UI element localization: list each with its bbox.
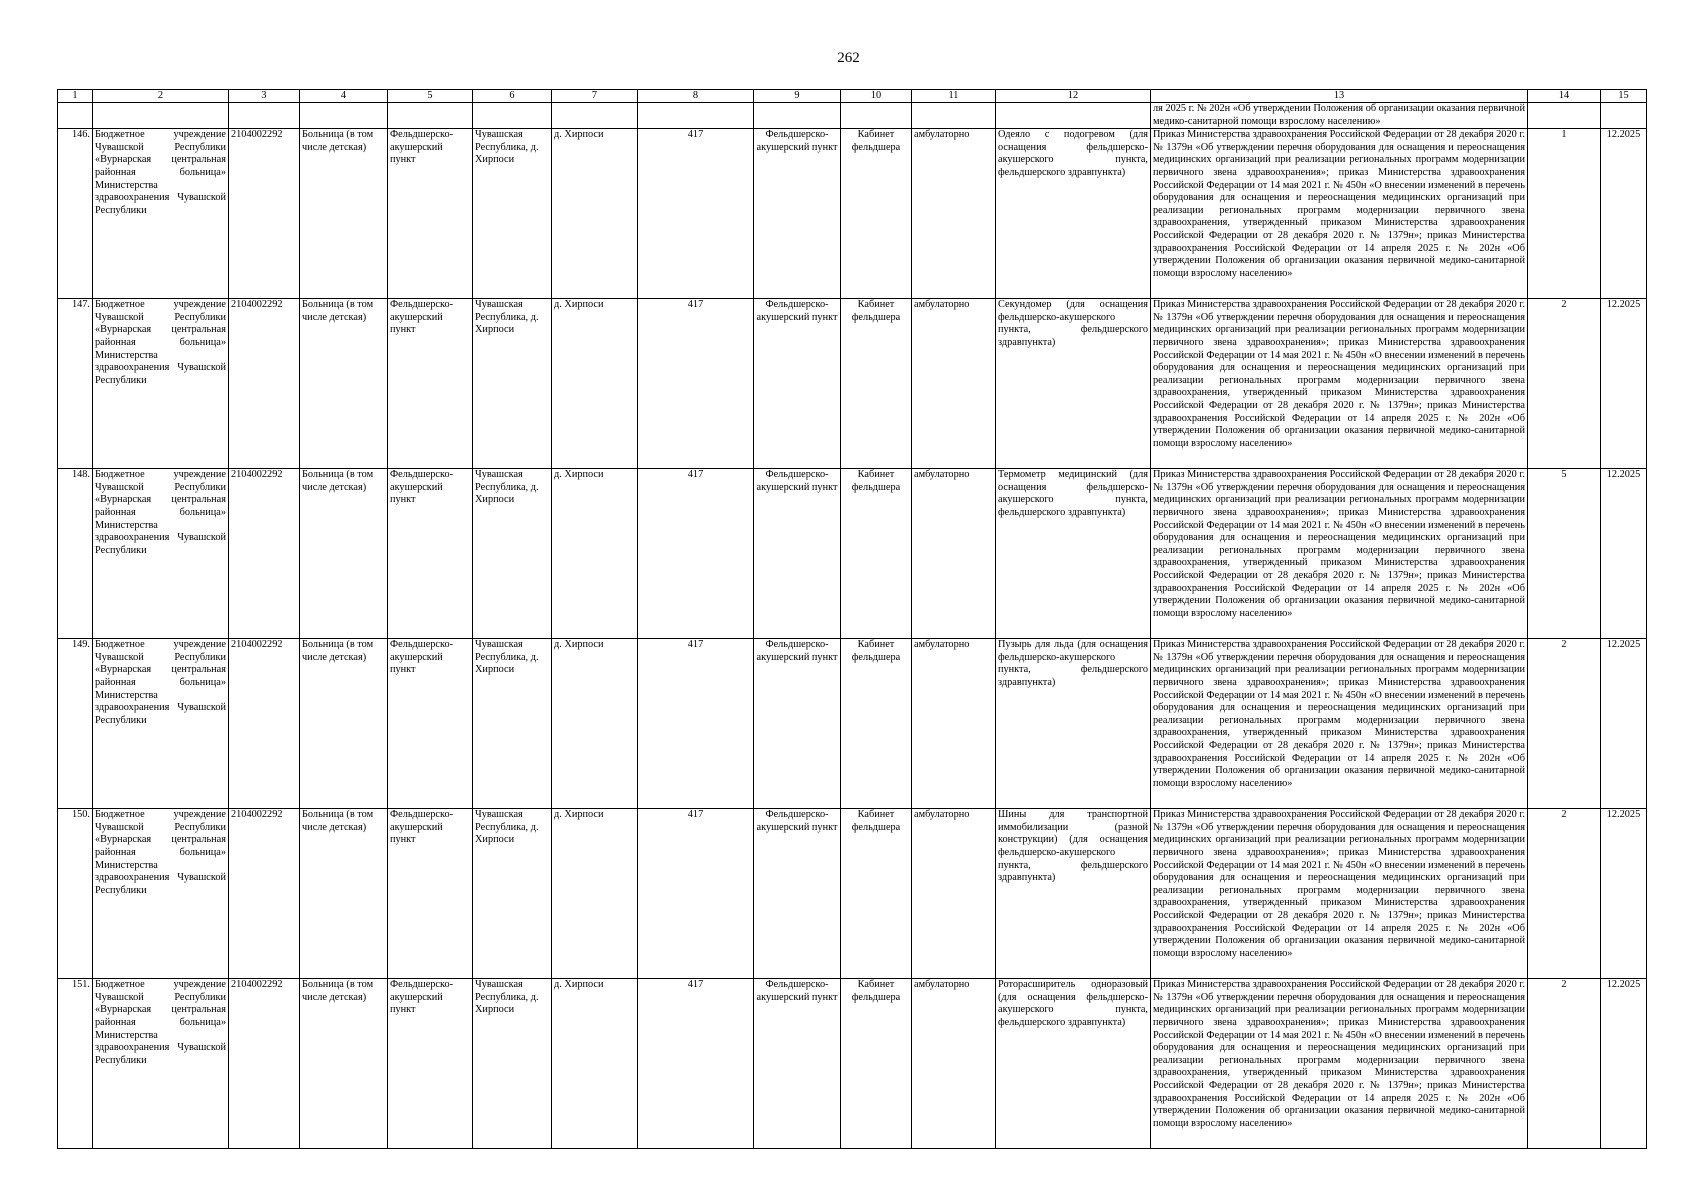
locality-cell: д. Хирпоси [552, 299, 638, 469]
room-cell: Кабинет фельдшера [841, 299, 912, 469]
column-number: 12 [996, 90, 1151, 103]
address-cell: Чувашская Республика, д. Хирпоси [473, 469, 552, 639]
code-cell: 417 [638, 809, 754, 979]
inn-cell: 2104002292 [229, 639, 300, 809]
basis-cell: Приказ Министерства здравоохранения Российской Федерации от 28 декабря 2020 г. № 1379н «Об утверждении перечня оборудования для оснащения и переоснащения медицинских организаций при реализации региональных программ модернизации первичного звена здравоохранения»; приказ Министерства здравоохранения Российской Федерации от 14 мая 2021 г. № 450н «О внесении изменений в перечень оборудования для оснащения и переоснащения медицинских организаций при реализации региональных программ модернизации первичного звена здравоохранения, утвержденный приказом Министерства здравоохранения Российской Федерации от 28 декабря 2020 г. № 1379н»; приказ Министерства здравоохранения Российской Федерации от 14 апреля 2025 г. № 202н «Об утверждении Положения об организации оказания первичной медико-санитарной помощи взрослому населению» [1151, 129, 1528, 299]
unit-cell: Фельдшерско-акушерский пункт [388, 809, 473, 979]
table-row [58, 809, 1647, 979]
column-number: 4 [300, 90, 388, 103]
address-cell: Чувашская Республика, д. Хирпоси [473, 809, 552, 979]
row-number: 146. [58, 129, 93, 299]
column-number: 9 [754, 90, 841, 103]
row-number: 150. [58, 809, 93, 979]
equipment-cell: Пузырь для льда (для оснащения фельдшерско-акушерского пункта, фельдшерского здравпункта) [996, 639, 1151, 809]
subdivision-cell: Фельдшерско-акушерский пункт [754, 979, 841, 1149]
table-row [58, 299, 1647, 469]
address-cell: Чувашская Республика, д. Хирпоси [473, 299, 552, 469]
room-cell: Кабинет фельдшера [841, 129, 912, 299]
document-table [57, 89, 1647, 1149]
column-number: 14 [1528, 90, 1601, 103]
facility-type-cell: Больница (в том числе детская) [300, 809, 388, 979]
locality-cell: д. Хирпоси [552, 809, 638, 979]
date-cell: 12.2025 [1601, 979, 1647, 1149]
inn-cell: 2104002292 [229, 809, 300, 979]
facility-type-cell: Больница (в том числе детская) [300, 639, 388, 809]
unit-cell: Фельдшерско-акушерский пункт [388, 129, 473, 299]
organization-cell: Бюджетное учреждение Чувашской Республики «Вурнарская центральная районная больница» Министерства здравоохранения Чувашской Республики [93, 809, 229, 979]
locality-cell: д. Хирпоси [552, 129, 638, 299]
equipment-cell: Шины для транспортной иммобилизации (разной конструкции) (для оснащения фельдшерско-акушерского пункта, фельдшерского здравпункта) [996, 809, 1151, 979]
organization-cell: Бюджетное учреждение Чувашской Республики «Вурнарская центральная районная больница» Министерства здравоохранения Чувашской Республики [93, 129, 229, 299]
column-number: 1 [58, 90, 93, 103]
unit-cell: Фельдшерско-акушерский пункт [388, 469, 473, 639]
address-cell: Чувашская Республика, д. Хирпоси [473, 129, 552, 299]
care-type-cell: амбулаторно [912, 299, 996, 469]
date-cell: 12.2025 [1601, 809, 1647, 979]
row-number: 151. [58, 979, 93, 1149]
subdivision-cell: Фельдшерско-акушерский пункт [754, 299, 841, 469]
row-number: 147. [58, 299, 93, 469]
column-number: 15 [1601, 90, 1647, 103]
facility-type-cell: Больница (в том числе детская) [300, 129, 388, 299]
organization-cell: Бюджетное учреждение Чувашской Республики «Вурнарская центральная районная больница» Министерства здравоохранения Чувашской Республики [93, 639, 229, 809]
organization-cell: Бюджетное учреждение Чувашской Республики «Вурнарская центральная районная больница» Министерства здравоохранения Чувашской Республики [93, 299, 229, 469]
row-number: 149. [58, 639, 93, 809]
column-number: 10 [841, 90, 912, 103]
care-type-cell: амбулаторно [912, 809, 996, 979]
inn-cell: 2104002292 [229, 129, 300, 299]
inn-cell: 2104002292 [229, 299, 300, 469]
locality-cell: д. Хирпоси [552, 639, 638, 809]
column-number: 13 [1151, 90, 1528, 103]
subdivision-cell: Фельдшерско-акушерский пункт [754, 809, 841, 979]
room-cell: Кабинет фельдшера [841, 809, 912, 979]
care-type-cell: амбулаторно [912, 979, 996, 1149]
facility-type-cell: Больница (в том числе детская) [300, 299, 388, 469]
quantity-cell: 2 [1528, 809, 1601, 979]
equipment-cell: Одеяло с подогревом (для оснащения фельдшерско-акушерского пункта, фельдшерского здравпункта) [996, 129, 1151, 299]
equipment-cell: Секундомер (для оснащения фельдшерско-акушерского пункта, фельдшерского здравпункта) [996, 299, 1151, 469]
equipment-cell: Термометр медицинский (для оснащения фельдшерско-акушерского пункта, фельдшерского здравпункта) [996, 469, 1151, 639]
basis-cell: Приказ Министерства здравоохранения Российской Федерации от 28 декабря 2020 г. № 1379н «Об утверждении перечня оборудования для оснащения и переоснащения медицинских организаций при реализации региональных программ модернизации первичного звена здравоохранения»; приказ Министерства здравоохранения Российской Федерации от 14 мая 2021 г. № 450н «О внесении изменений в перечень оборудования для оснащения и переоснащения медицинских организаций при реализации региональных программ модернизации первичного звена здравоохранения, утвержденный приказом Министерства здравоохранения Российской Федерации от 28 декабря 2020 г. № 1379н»; приказ Министерства здравоохранения Российской Федерации от 14 апреля 2025 г. № 202н «Об утверждении Положения об организации оказания первичной медико-санитарной помощи взрослому населению» [1151, 299, 1528, 469]
facility-type-cell: Больница (в том числе детская) [300, 979, 388, 1149]
address-cell: Чувашская Республика, д. Хирпоси [473, 979, 552, 1149]
basis-cell: Приказ Министерства здравоохранения Российской Федерации от 28 декабря 2020 г. № 1379н «Об утверждении перечня оборудования для оснащения и переоснащения медицинских организаций при реализации региональных программ модернизации первичного звена здравоохранения»; приказ Министерства здравоохранения Российской Федерации от 14 мая 2021 г. № 450н «О внесении изменений в перечень оборудования для оснащения и переоснащения медицинских организаций при реализации региональных программ модернизации первичного звена здравоохранения, утвержденный приказом Министерства здравоохранения Российской Федерации от 28 декабря 2020 г. № 1379н»; приказ Министерства здравоохранения Российской Федерации от 14 апреля 2025 г. № 202н «Об утверждении Положения об организации оказания первичной медико-санитарной помощи взрослому населению» [1151, 639, 1528, 809]
subdivision-cell: Фельдшерско-акушерский пункт [754, 639, 841, 809]
facility-type-cell: Больница (в том числе детская) [300, 469, 388, 639]
table-row [58, 979, 1647, 1149]
column-number: 7 [552, 90, 638, 103]
table-row [58, 469, 1647, 639]
quantity-cell: 5 [1528, 469, 1601, 639]
quantity-cell: 2 [1528, 639, 1601, 809]
table-row [58, 639, 1647, 809]
organization-cell: Бюджетное учреждение Чувашской Республики «Вурнарская центральная районная больница» Министерства здравоохранения Чувашской Республики [93, 979, 229, 1149]
care-type-cell: амбулаторно [912, 639, 996, 809]
inn-cell: 2104002292 [229, 979, 300, 1149]
quantity-cell: 1 [1528, 129, 1601, 299]
column-number: 8 [638, 90, 754, 103]
care-type-cell: амбулаторно [912, 129, 996, 299]
quantity-cell: 2 [1528, 299, 1601, 469]
code-cell: 417 [638, 129, 754, 299]
code-cell: 417 [638, 299, 754, 469]
row-number: 148. [58, 469, 93, 639]
code-cell: 417 [638, 979, 754, 1149]
date-cell: 12.2025 [1601, 129, 1647, 299]
inn-cell: 2104002292 [229, 469, 300, 639]
quantity-cell: 2 [1528, 979, 1601, 1149]
room-cell: Кабинет фельдшера [841, 469, 912, 639]
unit-cell: Фельдшерско-акушерский пункт [388, 639, 473, 809]
column-number: 2 [93, 90, 229, 103]
code-cell: 417 [638, 639, 754, 809]
code-cell: 417 [638, 469, 754, 639]
subdivision-cell: Фельдшерско-акушерский пункт [754, 469, 841, 639]
column-number: 11 [912, 90, 996, 103]
equipment-cell: Роторасширитель одноразовый (для оснащения фельдшерско-акушерского пункта, фельдшерского здравпункта) [996, 979, 1151, 1149]
basis-cell: Приказ Министерства здравоохранения Российской Федерации от 28 декабря 2020 г. № 1379н «Об утверждении перечня оборудования для оснащения и переоснащения медицинских организаций при реализации региональных программ модернизации первичного звена здравоохранения»; приказ Министерства здравоохранения Российской Федерации от 14 мая 2021 г. № 450н «О внесении изменений в перечень оборудования для оснащения и переоснащения медицинских организаций при реализации региональных программ модернизации первичного звена здравоохранения, утвержденный приказом Министерства здравоохранения Российской Федерации от 28 декабря 2020 г. № 1379н»; приказ Министерства здравоохранения Российской Федерации от 14 апреля 2025 г. № 202н «Об утверждении Положения об организации оказания первичной медико-санитарной помощи взрослому населению» [1151, 979, 1528, 1149]
locality-cell: д. Хирпоси [552, 979, 638, 1149]
room-cell: Кабинет фельдшера [841, 979, 912, 1149]
basis-continuation: ля 2025 г. № 202н «Об утверждении Положения об организации оказания первичной медико-санитарной помощи взрослому населению» [1151, 103, 1528, 129]
organization-cell: Бюджетное учреждение Чувашской Республики «Вурнарская центральная районная больница» Министерства здравоохранения Чувашской Республики [93, 469, 229, 639]
column-number: 3 [229, 90, 300, 103]
care-type-cell: амбулаторно [912, 469, 996, 639]
basis-cell: Приказ Министерства здравоохранения Российской Федерации от 28 декабря 2020 г. № 1379н «Об утверждении перечня оборудования для оснащения и переоснащения медицинских организаций при реализации региональных программ модернизации первичного звена здравоохранения»; приказ Министерства здравоохранения Российской Федерации от 14 мая 2021 г. № 450н «О внесении изменений в перечень оборудования для оснащения и переоснащения медицинских организаций при реализации региональных программ модернизации первичного звена здравоохранения, утвержденный приказом Министерства здравоохранения Российской Федерации от 28 декабря 2020 г. № 1379н»; приказ Министерства здравоохранения Российской Федерации от 14 апреля 2025 г. № 202н «Об утверждении Положения об организации оказания первичной медико-санитарной помощи взрослому населению» [1151, 809, 1528, 979]
unit-cell: Фельдшерско-акушерский пункт [388, 979, 473, 1149]
column-number: 6 [473, 90, 552, 103]
subdivision-cell: Фельдшерско-акушерский пункт [754, 129, 841, 299]
continuation-row [58, 103, 1647, 129]
column-number: 5 [388, 90, 473, 103]
basis-cell: Приказ Министерства здравоохранения Российской Федерации от 28 декабря 2020 г. № 1379н «Об утверждении перечня оборудования для оснащения и переоснащения медицинских организаций при реализации региональных программ модернизации первичного звена здравоохранения»; приказ Министерства здравоохранения Российской Федерации от 14 мая 2021 г. № 450н «О внесении изменений в перечень оборудования для оснащения и переоснащения медицинских организаций при реализации региональных программ модернизации первичного звена здравоохранения, утвержденный приказом Министерства здравоохранения Российской Федерации от 28 декабря 2020 г. № 1379н»; приказ Министерства здравоохранения Российской Федерации от 14 апреля 2025 г. № 202н «Об утверждении Положения об организации оказания первичной медико-санитарной помощи взрослому населению» [1151, 469, 1528, 639]
column-number-row [58, 90, 1647, 103]
table-row [58, 129, 1647, 299]
page-number: 262 [837, 50, 860, 66]
address-cell: Чувашская Республика, д. Хирпоси [473, 639, 552, 809]
room-cell: Кабинет фельдшера [841, 639, 912, 809]
locality-cell: д. Хирпоси [552, 469, 638, 639]
date-cell: 12.2025 [1601, 299, 1647, 469]
date-cell: 12.2025 [1601, 469, 1647, 639]
unit-cell: Фельдшерско-акушерский пункт [388, 299, 473, 469]
date-cell: 12.2025 [1601, 639, 1647, 809]
